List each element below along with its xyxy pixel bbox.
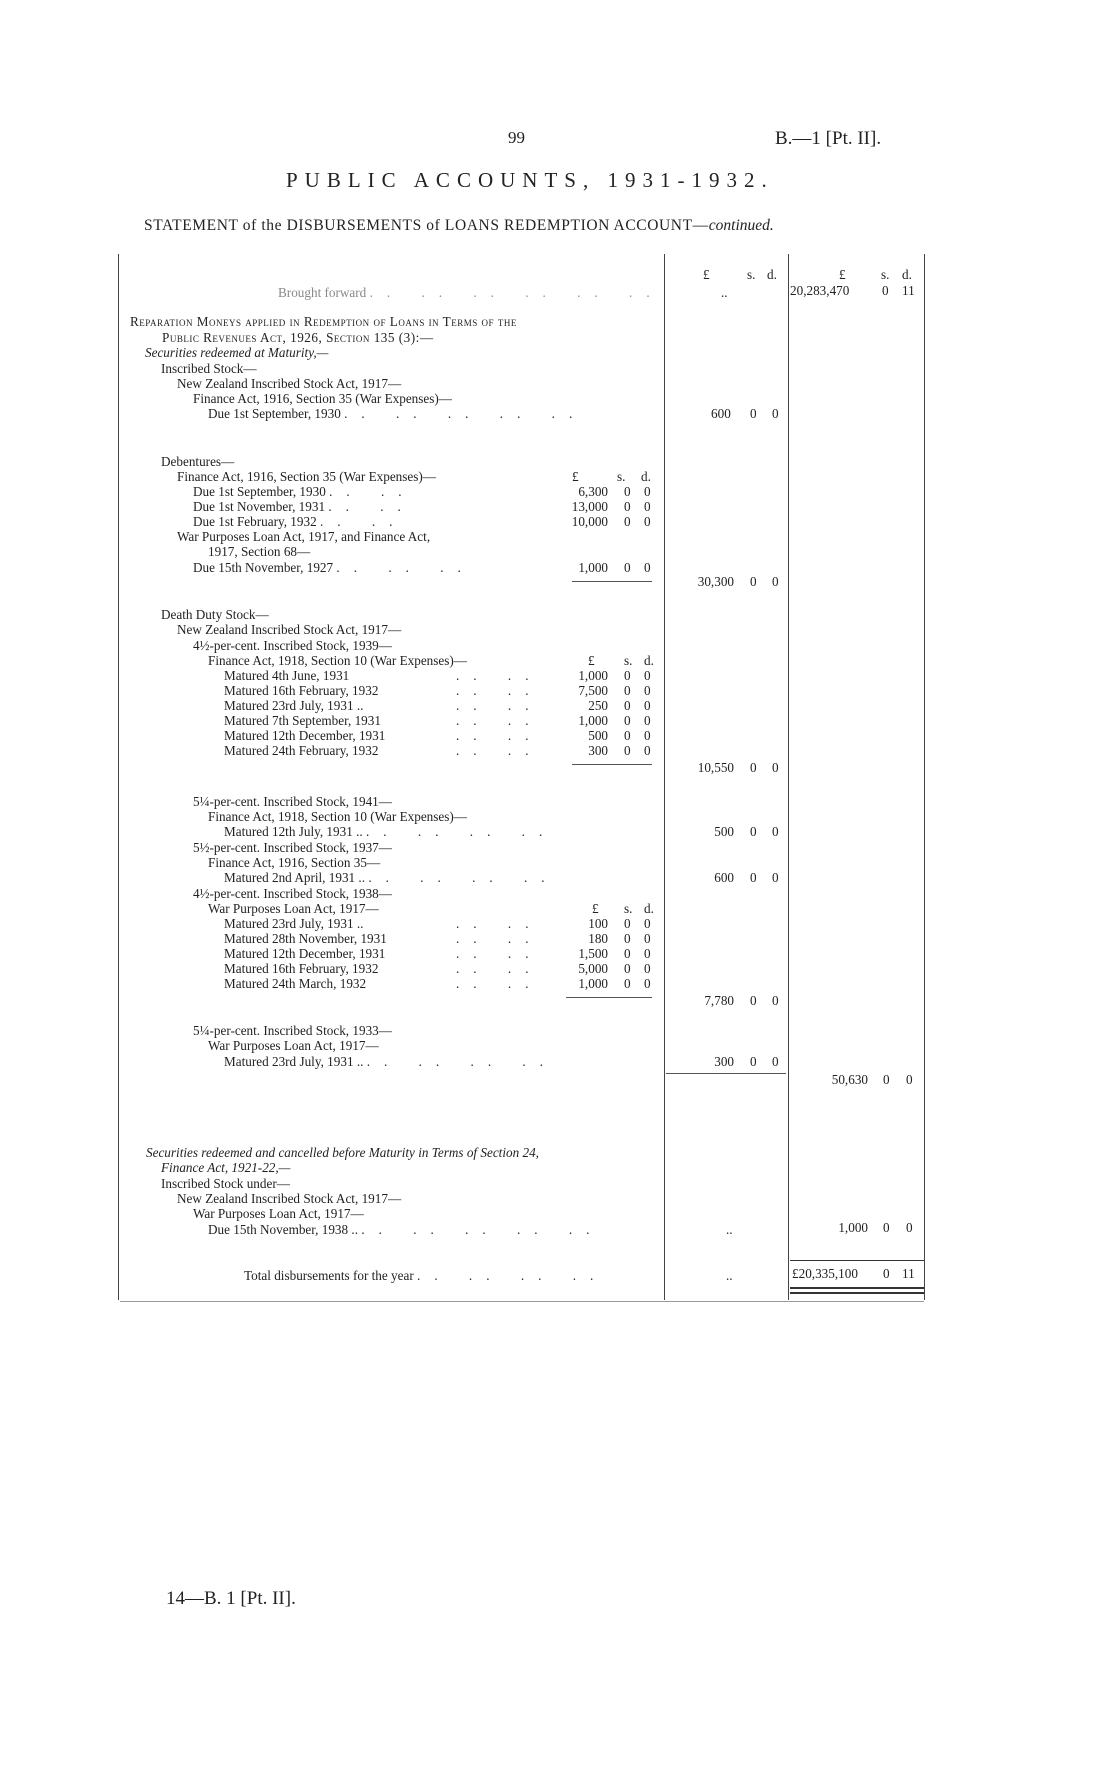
total-shillings: 0 [883, 1266, 890, 1281]
inscribed-amount: 600 [711, 406, 731, 421]
list-item-shillings: 0 [624, 668, 631, 683]
stock-1941-amount: 500 [714, 824, 734, 839]
debentures-total: 30,300 [697, 574, 734, 589]
list-item-shillings: 0 [624, 514, 631, 529]
stock-1938-heading: 4½-per-cent. Inscribed Stock, 1938— [193, 886, 392, 901]
debentures-heading: Debentures— [161, 454, 235, 469]
col1-shillings-header: s. [747, 267, 756, 282]
leader-dots: .. .. [456, 976, 543, 991]
cancelled-act-heading: New Zealand Inscribed Stock Act, 1917— [177, 1191, 402, 1206]
leader-dots: .. .. [456, 743, 543, 758]
list-item-pence: 0 [644, 668, 651, 683]
debentures-war-loan-heading: War Purposes Loan Act, 1917, and Finance Act, [177, 529, 431, 544]
list-item-pence: 0 [644, 683, 651, 698]
list-item-value: 1,500 [578, 946, 608, 961]
list-item: Matured 12th December, 1931 [224, 728, 386, 743]
leader-dots: .. .. [456, 683, 543, 698]
leader-dots: .. .. [456, 961, 543, 976]
stock-1938-pounds-header: £ [592, 901, 599, 916]
list-item: Matured 23rd July, 1931 .. [224, 698, 364, 713]
list-item-value: 1,000 [578, 713, 608, 728]
cancelled-amount: 1,000 [838, 1220, 868, 1235]
cancelled-heading-line-1: Securities redeemed and cancelled before Maturity in Terms of Section 24, [146, 1145, 539, 1160]
brought-forward-label: Brought forward .. .. .. .. .. .. [278, 285, 664, 300]
subtitle-continued: continued. [708, 217, 774, 234]
list-item: Matured 23rd July, 1931 .. [224, 916, 364, 931]
total-double-rule-2 [790, 1292, 924, 1294]
list-item: Matured 16th February, 1932 [224, 961, 379, 976]
total-col1: .. [726, 1268, 733, 1283]
col2-pence-header: d. [902, 267, 912, 282]
list-item-pence: 0 [644, 713, 651, 728]
stock-1937-amount: 600 [714, 870, 734, 885]
cancelled-heading-line-2: Finance Act, 1921-22,— [161, 1160, 291, 1175]
table-right-border [924, 254, 925, 1300]
list-item-shillings: 0 [624, 484, 631, 499]
list-item-shillings: 0 [624, 560, 631, 575]
total-label: Total disbursements for the year .. .. .. .. [244, 1268, 608, 1283]
section-total-shillings: 0 [883, 1072, 890, 1087]
list-item-value: 1,000 [578, 976, 608, 991]
list-item: Due 1st November, 1931 .. .. [193, 499, 415, 514]
list-item-value: 180 [588, 931, 608, 946]
list-item: Matured 24th February, 1932 [224, 743, 379, 758]
stock-1941-heading: 5¼-per-cent. Inscribed Stock, 1941— [193, 794, 392, 809]
brought-forward-amount: 20,283,470 [790, 283, 850, 298]
leader-dots: .. .. [456, 728, 543, 743]
list-item: Due 1st February, 1932 .. .. [193, 514, 407, 529]
list-item-shillings: 0 [624, 728, 631, 743]
stock-1938-shillings-header: s. [624, 901, 633, 916]
subtitle-main: STATEMENT of the DISBURSEMENTS of LOANS REDEMPTION ACCOUNT— [144, 217, 709, 234]
death-duty-total-pence: 0 [772, 760, 779, 775]
list-item: Matured 28th November, 1931 [224, 931, 387, 946]
brought-forward-shillings: 0 [882, 283, 889, 298]
table-left-border [118, 254, 119, 1300]
list-item-value: 300 [588, 743, 608, 758]
list-item: Due 1st September, 1930 .. .. [193, 484, 416, 499]
inscribed-stock-heading: Inscribed Stock— [161, 361, 257, 376]
stock-1941-shillings: 0 [750, 824, 757, 839]
cancelled-col1: .. [726, 1222, 733, 1237]
securities-at-maturity-heading: Securities redeemed at Maturity,— [145, 345, 329, 360]
list-item-shillings: 0 [624, 976, 631, 991]
list-item-pence: 0 [644, 499, 651, 514]
list-item: Matured 24th March, 1932 [224, 976, 367, 991]
column-total-rule [666, 1073, 786, 1074]
footer-reference: 14—B. 1 [Pt. II]. [166, 1588, 296, 1609]
list-item-value: 100 [588, 916, 608, 931]
total-rule-top [790, 1260, 924, 1261]
list-item-shillings: 0 [624, 931, 631, 946]
list-item-shillings: 0 [624, 946, 631, 961]
list-item: Due 15th November, 1927 .. .. .. [193, 560, 475, 575]
list-item-shillings: 0 [624, 713, 631, 728]
list-item-pence: 0 [644, 560, 651, 575]
cancelled-shillings: 0 [883, 1220, 890, 1235]
leader-dots: .. .. [456, 668, 543, 683]
leader-dots: .. .. [456, 946, 543, 961]
list-item-value: 5,000 [578, 961, 608, 976]
stock-1938-total-shillings: 0 [750, 993, 757, 1008]
stock-1933-loan-act: War Purposes Loan Act, 1917— [208, 1038, 379, 1053]
inscribed-act-heading: New Zealand Inscribed Stock Act, 1917— [177, 376, 402, 391]
death-duty-pounds-header: £ [588, 653, 595, 668]
total-double-rule-1 [790, 1287, 924, 1289]
debentures-section-heading: 1917, Section 68— [208, 544, 311, 559]
list-item-shillings: 0 [624, 499, 631, 514]
stock-1933-heading: 5¼-per-cent. Inscribed Stock, 1933— [193, 1023, 392, 1038]
brought-forward-col1: .. [721, 285, 728, 300]
cancelled-loan-heading: War Purposes Loan Act, 1917— [193, 1206, 364, 1221]
debentures-total-pence: 0 [772, 574, 779, 589]
stock-1941-matured: Matured 12th July, 1931 .. .. .. .. .. [224, 824, 557, 839]
stock-1937-shillings: 0 [750, 870, 757, 885]
list-item-pence: 0 [644, 698, 651, 713]
list-item: Matured 7th September, 1931 [224, 713, 381, 728]
stock-1933-pence: 0 [772, 1054, 779, 1069]
section-title-line-1: Reparation Moneys applied in Redemption of Loans in Terms of the [130, 314, 517, 329]
col2-shillings-header: s. [881, 267, 890, 282]
subtotal-rule [572, 764, 652, 765]
list-item-value: 13,000 [571, 499, 608, 514]
total-pence: 11 [902, 1266, 915, 1281]
inscribed-finance-heading: Finance Act, 1916, Section 35 (War Expenses)— [193, 391, 452, 406]
list-item-pence: 0 [644, 931, 651, 946]
page-title: PUBLIC ACCOUNTS, 1931-1932. [286, 168, 774, 192]
death-duty-act-heading: New Zealand Inscribed Stock Act, 1917— [177, 622, 402, 637]
leader-dots: .. .. [456, 698, 543, 713]
stock-1938-total-pence: 0 [772, 993, 779, 1008]
death-duty-finance-heading: Finance Act, 1918, Section 10 (War Expenses)— [208, 653, 467, 668]
list-item-pence: 0 [644, 946, 651, 961]
death-duty-pence-header: d. [644, 653, 654, 668]
stock-1937-finance: Finance Act, 1916, Section 35— [208, 855, 381, 870]
list-item-pence: 0 [644, 916, 651, 931]
stock-1933-matured: Matured 23rd July, 1931 .. .. .. .. .. [224, 1054, 557, 1069]
debentures-pence-header: d. [641, 469, 651, 484]
list-item-pence: 0 [644, 484, 651, 499]
leader-dots: .. .. [456, 931, 543, 946]
stock-1937-pence: 0 [772, 870, 779, 885]
column-divider-1 [664, 254, 665, 1300]
statement-subtitle [144, 217, 774, 235]
section-total-amount: 50,630 [831, 1072, 868, 1087]
subtotal-rule [566, 997, 652, 998]
col2-pounds-header: £ [839, 267, 846, 282]
list-item: Matured 16th February, 1932 [224, 683, 379, 698]
subtotal-rule [572, 581, 652, 582]
brought-forward-pence: 11 [902, 283, 915, 298]
list-item: Matured 12th December, 1931 [224, 946, 386, 961]
stock-1937-matured: Matured 2nd April, 1931 .. .. .. .. .. [224, 870, 559, 885]
stock-1941-finance: Finance Act, 1918, Section 10 (War Expenses)— [208, 809, 467, 824]
list-item-shillings: 0 [624, 698, 631, 713]
page-number: 99 [508, 128, 525, 147]
death-duty-total: 10,550 [697, 760, 734, 775]
stock-1938-loan-act: War Purposes Loan Act, 1917— [208, 901, 379, 916]
list-item-value: 1,000 [578, 560, 608, 575]
col1-pence-header: d. [767, 267, 777, 282]
inscribed-pence: 0 [772, 406, 779, 421]
stock-1937-heading: 5½-per-cent. Inscribed Stock, 1937— [193, 840, 392, 855]
table-bottom-border [120, 1301, 924, 1302]
list-item: Matured 4th June, 1931 [224, 668, 350, 683]
list-item-shillings: 0 [624, 961, 631, 976]
stock-1933-shillings: 0 [750, 1054, 757, 1069]
list-item-pence: 0 [644, 976, 651, 991]
section-total-pence: 0 [906, 1072, 913, 1087]
list-item-pence: 0 [644, 743, 651, 758]
debentures-finance-heading: Finance Act, 1916, Section 35 (War Expenses)— [177, 469, 436, 484]
debentures-shillings-header: s. [617, 469, 626, 484]
list-item-shillings: 0 [624, 916, 631, 931]
list-item-pence: 0 [644, 961, 651, 976]
column-divider-2 [788, 254, 789, 1300]
cancelled-due-label: Due 15th November, 1938 .. .. .. .. .. .. [208, 1222, 604, 1237]
list-item-value: 1,000 [578, 668, 608, 683]
list-item-value: 10,000 [571, 514, 608, 529]
death-duty-shillings-header: s. [624, 653, 633, 668]
stock-1938-pence-header: d. [644, 901, 654, 916]
death-duty-stock-heading: 4½-per-cent. Inscribed Stock, 1939— [193, 638, 392, 653]
list-item-value: 250 [588, 698, 608, 713]
cancelled-pence: 0 [906, 1220, 913, 1235]
section-title-line-2: Public Revenues Act, 1926, Section 135 (3):— [162, 330, 434, 345]
list-item-value: 7,500 [578, 683, 608, 698]
document-reference: B.—1 [Pt. II]. [775, 128, 882, 149]
death-duty-total-shillings: 0 [750, 760, 757, 775]
stock-1938-total: 7,780 [704, 993, 734, 1008]
debentures-pounds-header: £ [572, 469, 579, 484]
inscribed-due-label: Due 1st September, 1930 .. .. .. .. .. [208, 406, 587, 421]
list-item-pence: 0 [644, 728, 651, 743]
debentures-total-shillings: 0 [750, 574, 757, 589]
stock-1933-amount: 300 [714, 1054, 734, 1069]
death-duty-heading: Death Duty Stock— [161, 607, 269, 622]
list-item-pence: 0 [644, 514, 651, 529]
inscribed-shillings: 0 [750, 406, 757, 421]
cancelled-inscribed-heading: Inscribed Stock under— [161, 1176, 290, 1191]
col1-pounds-header: £ [703, 267, 710, 282]
list-item-value: 500 [588, 728, 608, 743]
leader-dots: .. .. [456, 713, 543, 728]
leader-dots: .. .. [456, 916, 543, 931]
stock-1941-pence: 0 [772, 824, 779, 839]
list-item-value: 6,300 [578, 484, 608, 499]
list-item-shillings: 0 [624, 743, 631, 758]
list-item-shillings: 0 [624, 683, 631, 698]
total-amount: £20,335,100 [792, 1266, 858, 1281]
